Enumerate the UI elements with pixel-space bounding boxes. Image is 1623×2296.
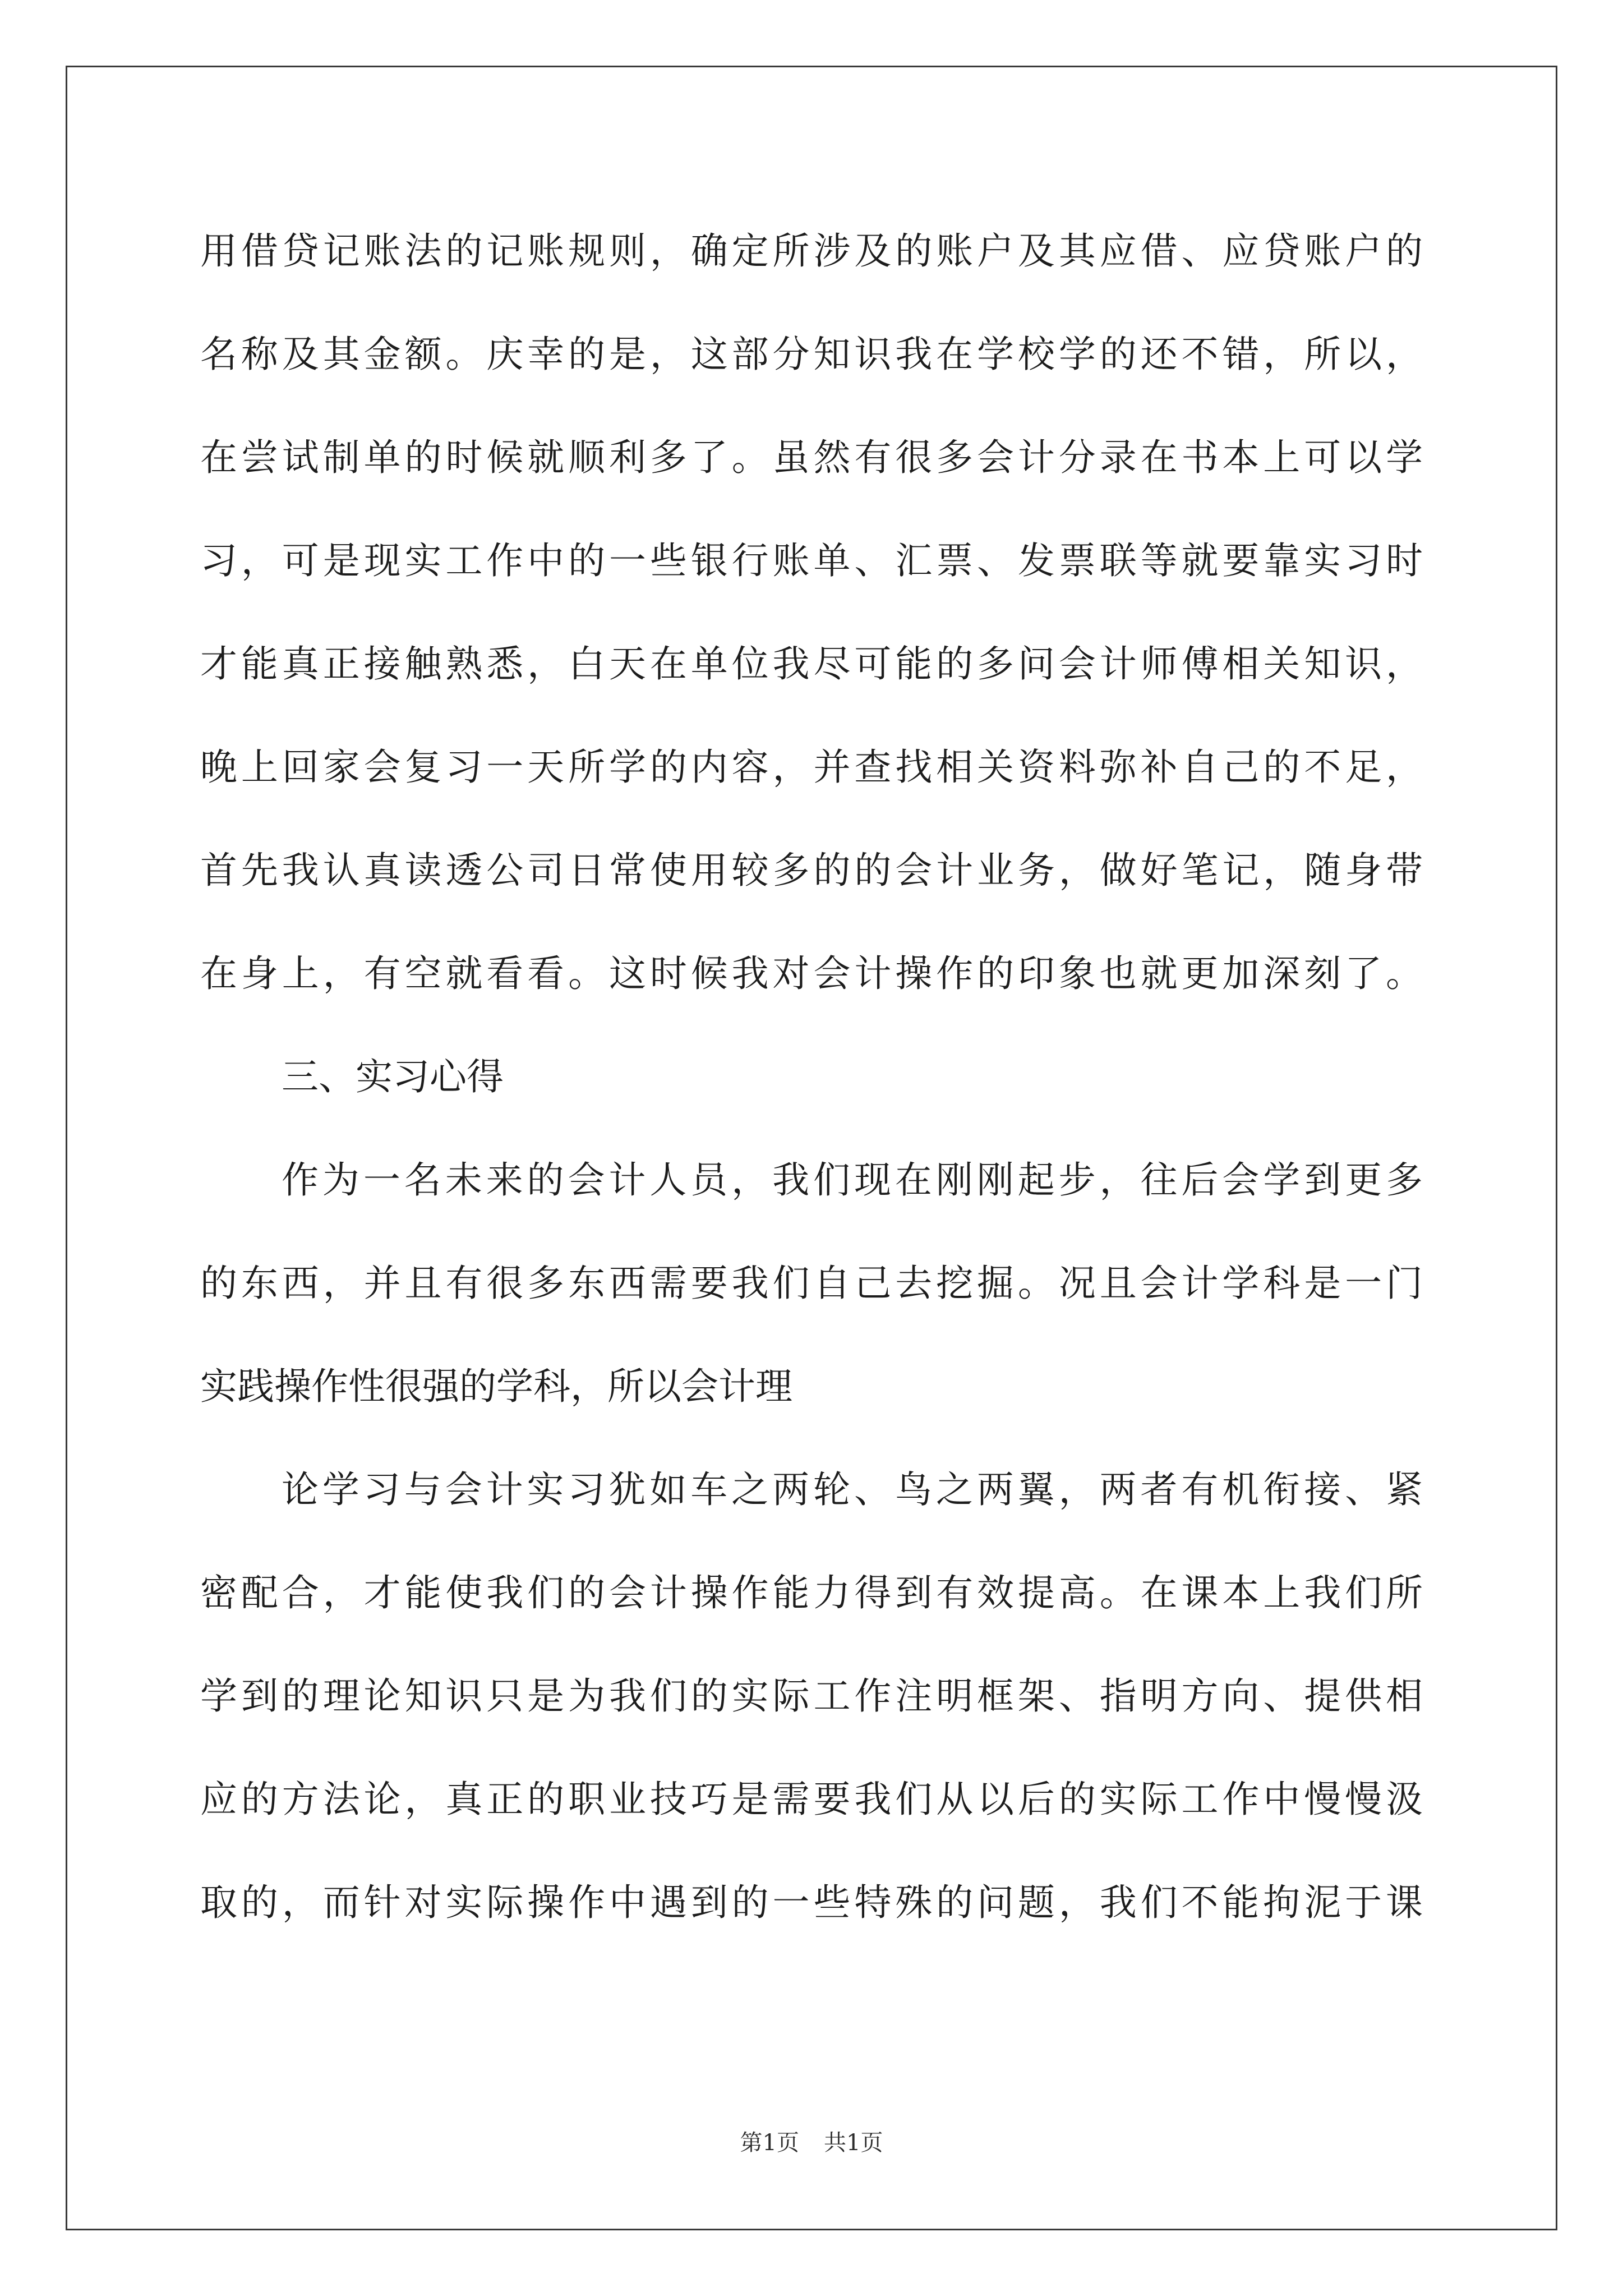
paragraph [200, 1129, 1423, 1438]
body-line: 用借贷记账法的记账规则，确定所涉及的账户及其应借、应贷账户的 [200, 229, 1423, 273]
body-line: 作为一名未来的会计人员，我们现在刚刚起步，往后会学到更多 [282, 1158, 1423, 1202]
document-body [200, 200, 1423, 1954]
body-line: 取的，而针对实际操作中遇到的一些特殊的问题，我们不能拘泥于课 [200, 1881, 1423, 1924]
current-page-label: 第1页 [740, 2130, 799, 2156]
body-line: 习，可是现实工作中的一些银行账单、汇票、发票联等就要靠实习时 [200, 539, 1423, 582]
body-line: 在尝试制单的时候就顺利多了。虽然有很多会计分录在书本上可以学 [200, 436, 1423, 479]
body-line: 实践操作性很强的学科，所以会计理 [200, 1365, 792, 1408]
section-heading: 三、实习心得 [282, 1055, 504, 1098]
body-line: 名称及其金额。庆幸的是，这部分知识我在学校学的还不错，所以， [200, 333, 1423, 376]
body-line: 论学习与会计实习犹如车之两轮、鸟之两翼，两者有机衔接、紧 [282, 1468, 1423, 1511]
body-line: 在身上，有空就看看。这时候我对会计操作的印象也就更加深刻了。 [200, 952, 1423, 995]
body-line: 晚上回家会复习一天所学的内容，并查找相关资料弥补自己的不足， [200, 746, 1423, 789]
body-line: 应的方法论，真正的职业技巧是需要我们从以后的实际工作中慢慢汲 [200, 1778, 1423, 1821]
total-pages-label: 共1页 [824, 2130, 883, 2156]
continued-paragraph [200, 200, 1423, 1025]
body-line: 才能真正接触熟悉，白天在单位我尽可能的多问会计师傅相关知识， [200, 642, 1423, 685]
body-line: 学到的理论知识只是为我们的实际工作注明框架、指明方向、提供相 [200, 1674, 1423, 1718]
body-line: 密配合，才能使我们的会计操作能力得到有效提高。在课本上我们所 [200, 1571, 1423, 1614]
body-line: 首先我认真读透公司日常使用较多的的会计业务，做好笔记，随身带 [200, 849, 1423, 892]
paragraph [200, 1438, 1423, 1954]
page-footer [0, 2126, 1623, 2160]
body-line: 的东西，并且有很多东西需要我们自己去挖掘。况且会计学科是一门 [200, 1262, 1423, 1305]
